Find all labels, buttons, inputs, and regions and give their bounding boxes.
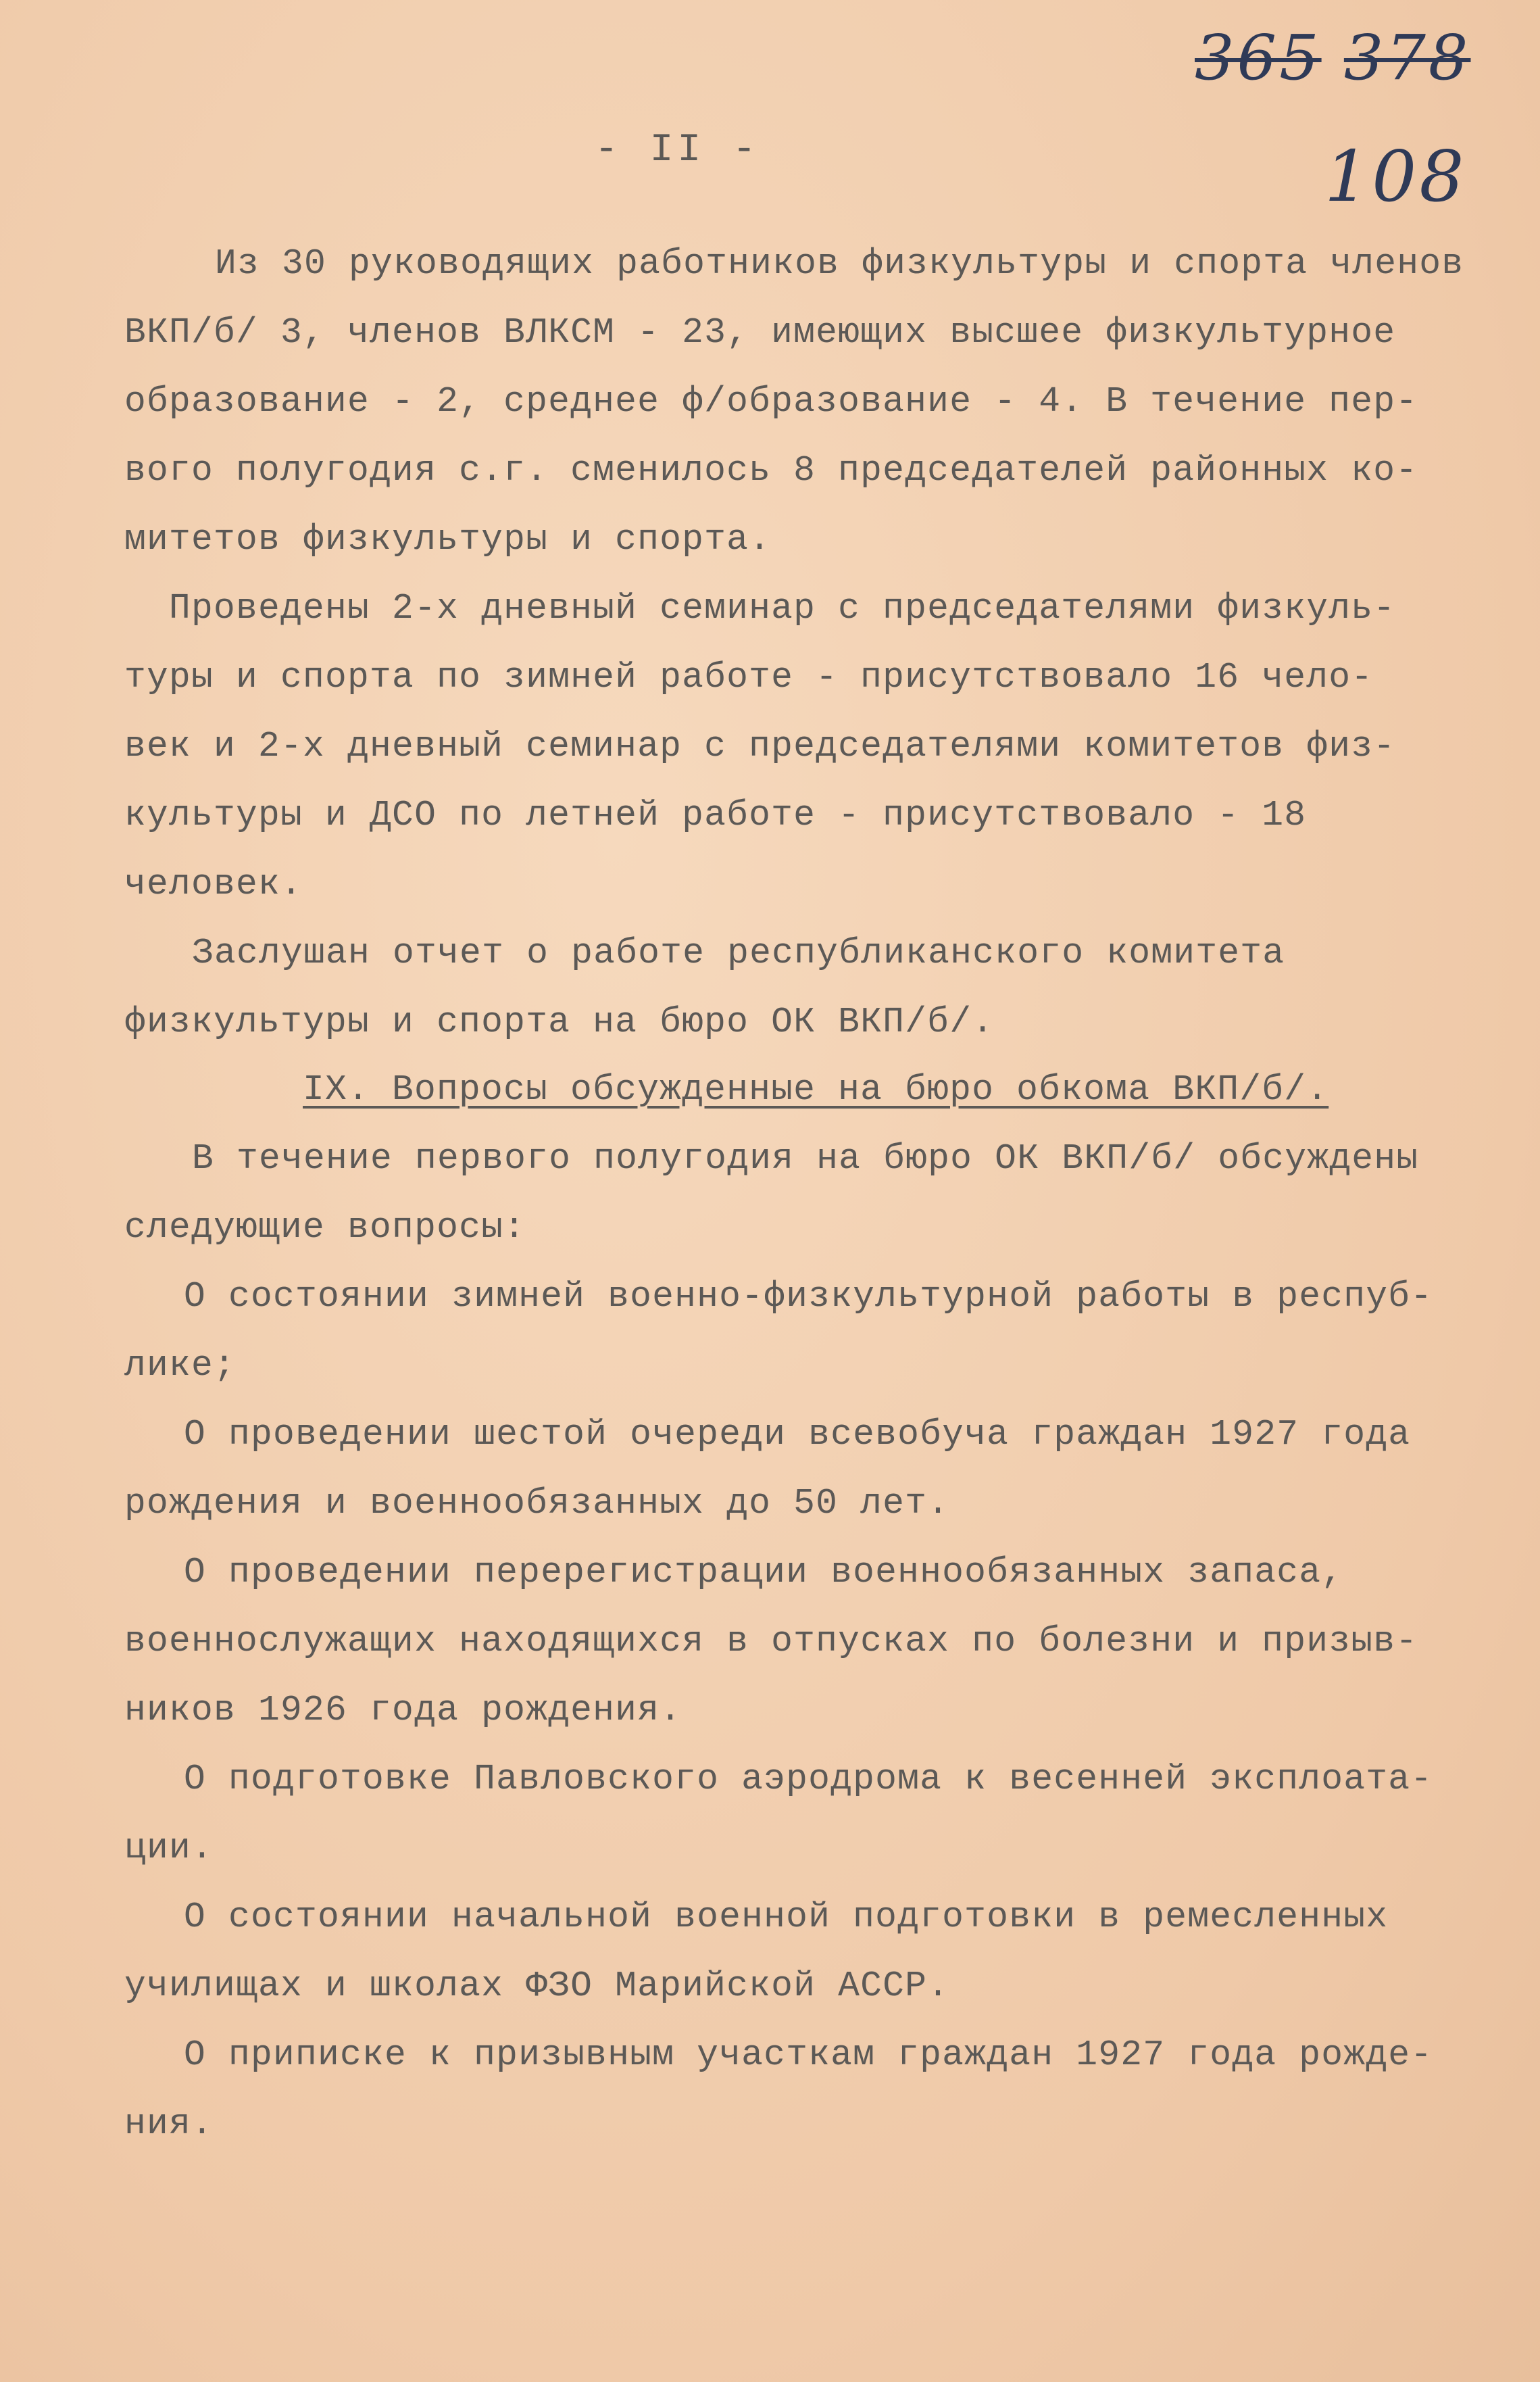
- text-line: О приписке к призывным участкам граждан 1927 года рожде-: [184, 2035, 1433, 2075]
- text-line: ников 1926 года рождения.: [124, 1690, 682, 1730]
- archive-number-mid-struck: 378: [1343, 22, 1471, 94]
- text-line: ния.: [124, 2104, 214, 2144]
- text-line: Из 30 руководящих работников физкультуры и спорта членов: [215, 243, 1464, 284]
- text-line: В течение первого полугодия на бюро ОК ВКП/б/ обсуждены: [192, 1138, 1419, 1179]
- text-line: человек.: [124, 864, 303, 904]
- section-heading: IX. Вопросы обсужденные на бюро обкома ВКП/б/.: [303, 1069, 1329, 1110]
- text-line: рождения и военнообязанных до 50 лет.: [124, 1483, 950, 1524]
- text-line: митетов физкультуры и спорта.: [124, 519, 772, 560]
- folio-number: 108: [1324, 135, 1467, 218]
- text-line: военнослужащих находящихся в отпусках по болезни и призыв-: [124, 1621, 1418, 1661]
- text-line: вого полугодия с.г. сменилось 8 председателей районных ко-: [124, 450, 1418, 491]
- text-line: О проведении шестой очереди всевобуча граждан 1927 года: [184, 1414, 1411, 1455]
- archive-number-old-struck: 365: [1195, 22, 1322, 94]
- text-line: физкультуры и спорта на бюро ОК ВКП/б/.: [124, 1002, 995, 1042]
- archive-number-old: [1195, 22, 1470, 94]
- text-line: туры и спорта по зимней работе - присутствовало 16 чело-: [124, 657, 1374, 698]
- text-line: О подготовке Павловского аэродрома к весенней эксплоата-: [184, 1759, 1433, 1799]
- text-line: ВКП/б/ 3, членов ВЛКСМ - 23, имеющих высшее физкультурное: [124, 312, 1396, 353]
- text-line: Проведены 2-х дневный семинар с председателями физкуль-: [169, 588, 1396, 629]
- text-line: культуры и ДСО по летней работе - присутствовало - 18: [124, 795, 1307, 835]
- text-line: ции.: [124, 1828, 214, 1868]
- text-line: училищах и школах ФЗО Марийской АССР.: [124, 1966, 950, 2006]
- text-line: образование - 2, среднее ф/образование - 4. В течение пер-: [124, 381, 1418, 422]
- text-line: век и 2-х дневный семинар с председателями комитетов физ-: [124, 726, 1396, 767]
- page-number: - II -: [595, 128, 760, 172]
- text-line: лике;: [124, 1345, 237, 1386]
- text-line: О состоянии зимней военно-физкультурной работы в респуб-: [184, 1276, 1433, 1317]
- text-line: Заслушан отчет о работе республиканского комитета: [192, 933, 1285, 973]
- text-line: О проведении перерегистрации военнообязанных запаса,: [184, 1552, 1344, 1593]
- text-line: следующие вопросы:: [124, 1207, 526, 1248]
- text-line: О состоянии начальной военной подготовки в ремесленных: [184, 1897, 1389, 1937]
